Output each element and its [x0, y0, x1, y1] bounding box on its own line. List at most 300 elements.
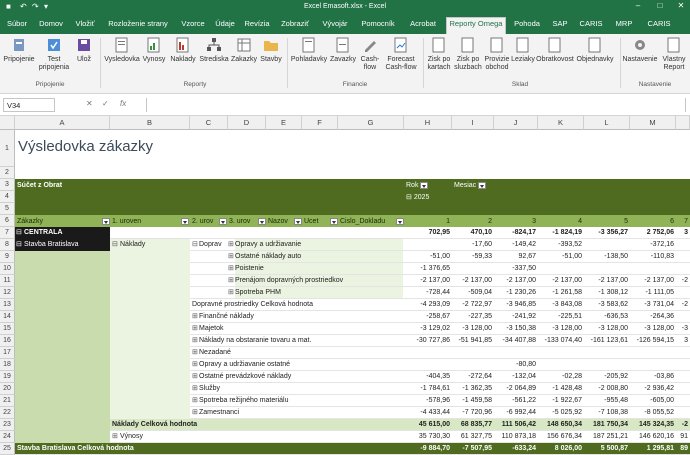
row-label-uroven-3[interactable]: Poistenie [235, 263, 403, 274]
value-cell[interactable]: -133 074,40 [544, 337, 582, 344]
col-header-g[interactable]: G [338, 116, 404, 130]
value-cell[interactable] [676, 251, 690, 262]
value-cell[interactable]: -3 129,02 [420, 325, 450, 332]
value-cell[interactable] [538, 359, 584, 370]
value-cell[interactable]: -633,24 [512, 445, 536, 452]
vynosy-button[interactable]: Vynosy [140, 36, 168, 64]
separator [287, 38, 288, 88]
value-cell[interactable]: -3 128,00 [598, 325, 628, 332]
value-cell[interactable]: -51,00 [562, 253, 582, 260]
value-cell[interactable]: 91 [680, 433, 688, 440]
value-cell[interactable]: -5 025,92 [552, 409, 582, 416]
row-label-uroven-1[interactable]: Výnosy [120, 433, 143, 440]
row-label-uroven-2[interactable]: Doprav [199, 241, 222, 248]
expand-icon[interactable]: ⊞ [192, 337, 198, 344]
value-cell[interactable]: -2 064,89 [506, 385, 536, 392]
row-header[interactable]: 21 [0, 395, 15, 407]
value-cell[interactable] [630, 347, 676, 358]
value-cell[interactable]: -605,00 [650, 397, 674, 404]
row-header[interactable]: 6 [0, 215, 15, 227]
row-header[interactable]: 2 [0, 167, 15, 179]
tab-sap[interactable]: SAP [552, 19, 568, 28]
filter-dropdown-icon[interactable] [330, 218, 338, 225]
uloz-button[interactable]: Ulož [72, 36, 96, 64]
value-cell[interactable]: -2 137,00 [598, 277, 628, 284]
value-cell[interactable]: -337,50 [512, 265, 536, 272]
value-cell[interactable]: -728,44 [426, 289, 450, 296]
payables-icon [334, 36, 352, 54]
row-label-zakazka[interactable]: Stavba Bratislava Celková hodnota [17, 445, 134, 452]
value-cell[interactable]: -225,51 [558, 313, 582, 320]
value-cell[interactable]: -3 128,00 [462, 325, 492, 332]
forecast-cash-flow-button[interactable]: Forecast Cash-flow [382, 36, 420, 72]
value-cell[interactable]: -2 137,00 [420, 277, 450, 284]
row-label-uroven-2[interactable]: Ostatné prevádzkové náklady [199, 373, 292, 380]
col-header-i[interactable]: I [452, 116, 494, 130]
value-cell[interactable] [676, 347, 690, 358]
col-header-a[interactable]: A [15, 116, 110, 130]
tab-mrp[interactable]: MRP [615, 19, 633, 28]
filter-dropdown-icon[interactable] [219, 218, 227, 225]
row-label-uroven-1[interactable]: Náklady Celková hodnota [112, 421, 198, 428]
undo-icon[interactable]: ↶ [20, 2, 27, 11]
filter-dropdown-icon[interactable] [258, 218, 266, 225]
col-header-h[interactable]: H [404, 116, 452, 130]
value-cell[interactable]: -1 376,65 [420, 265, 450, 272]
value-cell[interactable]: 35 730,30 [418, 433, 450, 440]
value-cell[interactable]: -824,17 [512, 229, 536, 236]
value-cell[interactable] [452, 347, 494, 358]
row-header[interactable]: 15 [0, 323, 15, 335]
value-cell[interactable] [584, 347, 630, 358]
value-cell[interactable]: -1 261,58 [552, 289, 582, 296]
cash-flow-button[interactable]: Cash-flow [358, 36, 382, 72]
filter-dropdown-icon[interactable] [181, 218, 189, 225]
col-header-e[interactable]: E [266, 116, 302, 130]
row-label-zakazka[interactable]: CENTRALA [24, 229, 63, 236]
value-cell[interactable]: 156 676,34 [546, 433, 582, 440]
value-cell[interactable] [452, 263, 494, 274]
provizie-obchod-button[interactable]: Provizie obchod [483, 36, 511, 72]
nastavenie-button[interactable]: Nastavenie [622, 36, 658, 64]
value-cell[interactable]: 146 620,16 [638, 433, 674, 440]
value-cell[interactable]: -636,53 [604, 313, 628, 320]
expand-icon[interactable]: ⊞ [192, 349, 198, 356]
value-cell[interactable]: -509,04 [468, 289, 492, 296]
filter-dropdown-icon[interactable] [420, 182, 428, 189]
qat-dropdown-icon[interactable]: ▾ [44, 2, 49, 11]
value-cell[interactable]: -258,67 [426, 313, 450, 320]
value-cell[interactable]: -1 428,48 [552, 385, 582, 392]
field-ucet[interactable]: Ucet [304, 218, 319, 225]
value-cell[interactable]: 110 873,18 [501, 433, 536, 440]
row-header[interactable]: 17 [0, 347, 15, 359]
row-label-uroven-2[interactable]: Zamestnanci [199, 409, 240, 416]
field-zakazky[interactable]: Zákazky [17, 218, 44, 225]
row-label-zakazka[interactable]: Stavba Bratislava [24, 241, 79, 248]
objednavky-button[interactable]: Objednavky [575, 36, 615, 64]
tab-caris-2[interactable]: CARIS [647, 19, 671, 28]
col-header-j[interactable]: J [494, 116, 538, 130]
value-cell[interactable] [494, 347, 538, 358]
col-header-f[interactable]: F [302, 116, 338, 130]
filter-dropdown-icon[interactable] [396, 218, 404, 225]
row-header[interactable]: 7 [0, 227, 15, 239]
value-cell[interactable]: -8 055,52 [644, 409, 674, 416]
value-cell[interactable] [452, 359, 494, 370]
rok-label[interactable]: Rok [406, 180, 428, 191]
row-header[interactable]: 25 [0, 443, 15, 455]
value-cell[interactable]: -132,04 [512, 373, 536, 380]
obratkovost-button[interactable]: Obratkovost [535, 36, 575, 64]
tab-subor[interactable]: Súbor [6, 19, 27, 28]
row-header[interactable]: 14 [0, 311, 15, 323]
value-cell[interactable]: -4 433,44 [420, 409, 450, 416]
value-cell[interactable]: -17,60 [472, 241, 492, 248]
expand-icon[interactable]: ⊞ [192, 313, 198, 320]
value-cell[interactable]: -264,36 [650, 313, 674, 320]
value-cell[interactable]: -34 407,88 [502, 337, 536, 344]
row-header[interactable]: 23 [0, 419, 15, 431]
expand-icon[interactable]: ⊞ [228, 253, 234, 260]
value-cell[interactable]: -393,52 [558, 241, 582, 248]
col-header-m[interactable]: M [630, 116, 676, 130]
row-label-uroven-3[interactable]: Opravy a udržiavanie [235, 239, 403, 250]
fx-icon[interactable]: fx [120, 99, 127, 108]
value-cell[interactable] [404, 347, 452, 358]
zavazky-button[interactable]: Zavazky [328, 36, 358, 64]
value-cell[interactable]: 68 835,77 [460, 421, 492, 428]
value-cell[interactable] [630, 359, 676, 370]
value-cell[interactable]: -30 727,86 [416, 337, 450, 344]
value-cell[interactable]: -404,35 [426, 373, 450, 380]
row-header[interactable]: 1 [0, 130, 15, 167]
value-cell[interactable]: -7 108,38 [598, 409, 628, 416]
orders-icon [235, 36, 253, 54]
value-cell[interactable] [676, 239, 690, 250]
value-cell[interactable]: -2 008,80 [598, 385, 628, 392]
value-cell[interactable]: 89 [680, 445, 688, 452]
value-cell[interactable]: 145 324,35 [638, 421, 674, 428]
expand-icon[interactable]: ⊞ [192, 397, 198, 404]
value-cell[interactable]: -955,48 [604, 397, 628, 404]
tab-acrobat[interactable]: Acrobat [410, 19, 436, 28]
group-label-nastavenie: Nastavenie [638, 81, 672, 88]
value-cell[interactable]: -59,33 [472, 253, 492, 260]
collapse-icon[interactable]: ⊟ [112, 241, 118, 248]
tab-pomocnik[interactable]: Pomocník [361, 19, 395, 28]
value-cell[interactable] [584, 239, 630, 250]
tab-vyvojar[interactable]: Vývojár [322, 19, 348, 28]
ribbon-tabs [0, 14, 690, 34]
row-header[interactable]: 10 [0, 263, 15, 275]
value-cell[interactable]: -2 [681, 421, 688, 428]
pohladavky-button[interactable]: Pohladavky [290, 36, 328, 64]
mesiac-label[interactable]: Mesiac [454, 180, 486, 191]
expand-icon[interactable]: ⊞ [228, 289, 234, 296]
value-cell[interactable]: -110,83 [650, 253, 674, 260]
row-header[interactable]: 3 [0, 179, 15, 191]
value-cell[interactable]: 5 500,87 [600, 445, 628, 452]
profit-cards-icon [430, 36, 448, 54]
value-cell[interactable] [404, 239, 452, 250]
value-cell[interactable]: -1 824,19 [552, 229, 582, 236]
value-cell[interactable]: -372,16 [650, 241, 674, 248]
value-cell[interactable]: -6 992,44 [506, 409, 536, 416]
value-cell[interactable]: -578,96 [426, 397, 450, 404]
value-cell[interactable]: 45 615,00 [418, 421, 450, 428]
value-cell[interactable]: -2 722,97 [462, 301, 492, 308]
tab-vlozit[interactable]: Vložiť [75, 19, 95, 28]
tab-pohoda[interactable]: Pohoda [514, 19, 540, 28]
custom-report-icon [665, 36, 683, 54]
enter-icon[interactable]: ✓ [102, 99, 109, 108]
value-cell[interactable] [584, 359, 630, 370]
row-label-uroven-2[interactable]: Spotreba režijného materiálu [199, 397, 289, 404]
value-cell[interactable]: -227,35 [468, 313, 492, 320]
value-cell[interactable]: -2 936,42 [644, 385, 674, 392]
value-cell[interactable]: -2 [681, 277, 688, 284]
value-cell[interactable] [404, 359, 452, 370]
expand-icon[interactable]: ⊞ [192, 325, 198, 332]
value-cell[interactable]: -138,50 [604, 253, 628, 260]
row-header[interactable]: 24 [0, 431, 15, 443]
spreadsheet-grid[interactable] [0, 116, 690, 452]
row-header[interactable]: 22 [0, 407, 15, 419]
tab-reporty-omega[interactable]: Reporty Omega [446, 17, 506, 34]
value-cell[interactable] [584, 263, 630, 274]
tab-vzorce[interactable]: Vzorce [181, 19, 205, 28]
value-cell[interactable]: -149,42 [512, 241, 536, 248]
maximize-icon[interactable]: □ [657, 1, 663, 10]
pripojenie-button[interactable]: Pripojenie [2, 36, 36, 64]
collapse-icon[interactable]: ⊟ [16, 241, 22, 248]
naklady-button[interactable]: Naklady [168, 36, 198, 64]
zakazka-band [15, 419, 110, 431]
expand-icon[interactable]: ⊞ [192, 361, 198, 368]
field-uroven-2[interactable]: 2. urov [192, 218, 214, 225]
value-cell[interactable]: -1 362,35 [462, 385, 492, 392]
save-icon[interactable]: ■ [6, 2, 11, 11]
row-label-uroven-3[interactable]: Spotreba PHM [235, 287, 403, 298]
value-cell[interactable]: -241,92 [512, 313, 536, 320]
value-cell[interactable]: -3 [681, 325, 688, 332]
value-cell[interactable]: -205,92 [604, 373, 628, 380]
filter-dropdown-icon[interactable] [478, 182, 486, 189]
uroven-band [110, 335, 190, 347]
value-cell[interactable] [676, 287, 690, 298]
value-cell[interactable] [538, 263, 584, 274]
value-cell[interactable]: -2 137,00 [462, 277, 492, 284]
row-header[interactable]: 16 [0, 335, 15, 347]
value-cell[interactable]: 8 026,00 [554, 445, 582, 452]
value-cell[interactable]: 3 [684, 229, 688, 236]
field-cislo-dokladu[interactable]: Cislo_Dokladu [340, 218, 386, 225]
year-label[interactable]: ⊟ 2025 [406, 194, 430, 201]
tab-domov[interactable]: Domov [39, 19, 63, 28]
row-label-uroven-3[interactable]: Prenájom dopravných prostriedkov [235, 275, 403, 286]
row-label-uroven-2[interactable]: Opravy a udržiavanie ostatné [199, 361, 291, 368]
ribbon [0, 34, 690, 94]
value-cell[interactable] [676, 407, 690, 418]
row-header[interactable]: 5 [0, 203, 15, 215]
value-cell[interactable]: -2 137,00 [552, 277, 582, 284]
value-cell[interactable]: 111 506,42 [501, 421, 536, 428]
group-label-reporty: Reporty [183, 81, 207, 88]
name-box[interactable]: V34 [3, 98, 55, 112]
org-chart-icon [205, 36, 223, 54]
row-header[interactable]: 9 [0, 251, 15, 263]
zisk-po-sluzbach-button[interactable]: Zisk po sluzbach [453, 36, 483, 72]
col-header-k[interactable]: K [538, 116, 584, 130]
field-uroven-1[interactable]: 1. uroven [112, 218, 142, 225]
expand-icon[interactable]: ⊞ [112, 433, 118, 440]
value-cell[interactable]: -51 941,85 [458, 337, 492, 344]
col-header-d[interactable]: D [228, 116, 266, 130]
value-cell[interactable]: -1 459,58 [462, 397, 492, 404]
row-header[interactable]: 19 [0, 371, 15, 383]
value-cell[interactable]: -3 583,62 [598, 301, 628, 308]
value-cell[interactable] [676, 383, 690, 394]
tab-caris[interactable]: CARIS [579, 19, 603, 28]
cancel-icon[interactable]: ✕ [86, 99, 93, 108]
stavby-button[interactable]: Stavby [258, 36, 284, 64]
value-cell[interactable]: -80,80 [516, 361, 536, 368]
value-cell[interactable]: -1 230,26 [506, 289, 536, 296]
value-cell[interactable]: -3 150,38 [506, 325, 536, 332]
value-cell[interactable]: -272,64 [468, 373, 492, 380]
row-label-uroven-2[interactable]: Náklady na obstaranie tovaru a mat. [199, 337, 312, 344]
col-header-n[interactable] [676, 116, 690, 130]
value-cell[interactable] [676, 371, 690, 382]
vysledovka-button[interactable]: Vysledovka [104, 36, 140, 64]
expand-icon[interactable]: ⊞ [228, 241, 234, 248]
value-cell[interactable]: -4 293,09 [420, 301, 450, 308]
expand-icon[interactable]: ⊞ [228, 265, 234, 272]
strediska-button[interactable]: Strediska [198, 36, 230, 64]
value-cell[interactable] [676, 359, 690, 370]
value-cell[interactable]: -2 137,00 [644, 277, 674, 284]
collapse-icon[interactable]: ⊟ [16, 229, 22, 236]
filter-dropdown-icon[interactable] [102, 218, 110, 225]
col-header-b[interactable]: B [110, 116, 190, 130]
value-cell[interactable]: -3 128,00 [552, 325, 582, 332]
value-cell[interactable]: 1 295,81 [646, 445, 674, 452]
row-label-uroven-2[interactable]: Dopravné prostriedky Celková hodnota [192, 301, 314, 308]
value-cell[interactable]: 61 327,75 [460, 433, 492, 440]
value-cell[interactable]: 470,10 [470, 229, 492, 236]
row-header[interactable]: 13 [0, 299, 15, 311]
tab-revizia[interactable]: Revízia [244, 19, 270, 28]
month-header: 3 [532, 218, 536, 225]
value-cell[interactable]: -3 128,00 [644, 325, 674, 332]
col-header-l[interactable]: L [584, 116, 630, 130]
row-header[interactable]: 12 [0, 287, 15, 299]
value-cell[interactable]: -3 356,27 [598, 229, 628, 236]
row-label-uroven-2[interactable]: Finančné náklady [199, 313, 254, 320]
tab-zobrazit[interactable]: Zobraziť [281, 19, 309, 28]
value-cell[interactable]: -1 922,67 [552, 397, 582, 404]
value-cell[interactable] [676, 263, 690, 274]
value-cell[interactable] [538, 347, 584, 358]
zisk-po-kartach-button[interactable]: Zisk po kartach [425, 36, 453, 72]
value-cell[interactable]: -2 137,00 [506, 277, 536, 284]
minimize-icon[interactable]: – [635, 1, 641, 10]
row-header[interactable]: 4 [0, 191, 15, 203]
value-cell[interactable]: 2 752,06 [646, 229, 674, 236]
value-cell[interactable]: -3 946,85 [506, 301, 536, 308]
row-label-uroven-2[interactable]: Nezadané [199, 349, 231, 356]
redo-icon[interactable]: ↷ [32, 2, 39, 11]
value-cell[interactable]: -7 720,96 [462, 409, 492, 416]
tab-udaje[interactable]: Údaje [215, 19, 235, 28]
value-cell[interactable] [676, 311, 690, 322]
row-header[interactable]: 20 [0, 383, 15, 395]
row-header[interactable]: 18 [0, 359, 15, 371]
collapse-icon[interactable]: ⊟ [192, 241, 198, 248]
value-cell[interactable]: 702,95 [428, 229, 450, 236]
turnover-icon [546, 36, 564, 54]
row-label-uroven-2[interactable]: Majetok [199, 325, 224, 332]
close-icon[interactable]: ✕ [677, 1, 685, 10]
value-cell[interactable]: -02,28 [562, 373, 582, 380]
value-cell[interactable]: -1 308,12 [598, 289, 628, 296]
value-cell[interactable]: -9 884,70 [420, 445, 450, 452]
row-label-uroven-2[interactable]: Služby [199, 385, 221, 392]
field-uroven-3[interactable]: 3. urov [229, 218, 251, 225]
value-cell[interactable]: 187 251,21 [592, 433, 628, 440]
value-cell[interactable] [676, 395, 690, 406]
vlastny-report-button[interactable]: Vlastny Report [658, 36, 690, 72]
value-cell[interactable]: -3 843,08 [552, 301, 582, 308]
leziaky-button[interactable]: Leziaky [511, 36, 535, 64]
expand-icon[interactable]: ⊞ [192, 409, 198, 416]
field-nazov[interactable]: Nazov [268, 218, 288, 225]
value-cell[interactable]: 148 650,34 [546, 421, 582, 428]
value-cell[interactable]: -03,86 [654, 373, 674, 380]
row-label-uroven-3[interactable]: Ostatné náklady auto [235, 251, 403, 262]
formula-input[interactable] [146, 98, 686, 112]
row-header[interactable]: 8 [0, 239, 15, 251]
row-header[interactable]: 11 [0, 275, 15, 287]
value-cell[interactable]: -2 [681, 301, 688, 308]
value-cell[interactable]: -126 594,15 [636, 337, 674, 344]
value-cell[interactable] [630, 263, 676, 274]
value-cell[interactable]: -1 111,05 [645, 289, 674, 296]
value-cell[interactable]: -3 731,04 [644, 301, 674, 308]
value-cell[interactable]: 181 750,34 [592, 421, 628, 428]
expand-icon[interactable]: ⊞ [228, 277, 234, 284]
expand-icon[interactable]: ⊞ [192, 385, 198, 392]
value-cell[interactable]: -7 507,95 [462, 445, 492, 452]
row-label-uroven-1[interactable]: Náklady [120, 241, 146, 248]
test-pripojenia-button[interactable]: Test pripojenia [36, 36, 72, 72]
col-header-c[interactable]: C [190, 116, 228, 130]
value-cell[interactable]: -1 784,61 [420, 385, 450, 392]
zakazky-button[interactable]: Zakazky [230, 36, 258, 64]
uroven-band [110, 275, 190, 287]
filter-dropdown-icon[interactable] [294, 218, 302, 225]
value-cell[interactable]: -51,00 [430, 253, 450, 260]
expand-icon[interactable]: ⊞ [192, 373, 198, 380]
value-cell[interactable]: -161 123,61 [590, 337, 628, 344]
tab-rozlozenie[interactable]: Rozloženie strany [108, 19, 168, 28]
select-all-corner[interactable] [0, 116, 15, 130]
value-cell[interactable]: -561,22 [512, 397, 536, 404]
title-bar [0, 0, 690, 14]
value-cell[interactable]: 3 [684, 337, 688, 344]
value-cell[interactable]: 92,67 [518, 253, 536, 260]
